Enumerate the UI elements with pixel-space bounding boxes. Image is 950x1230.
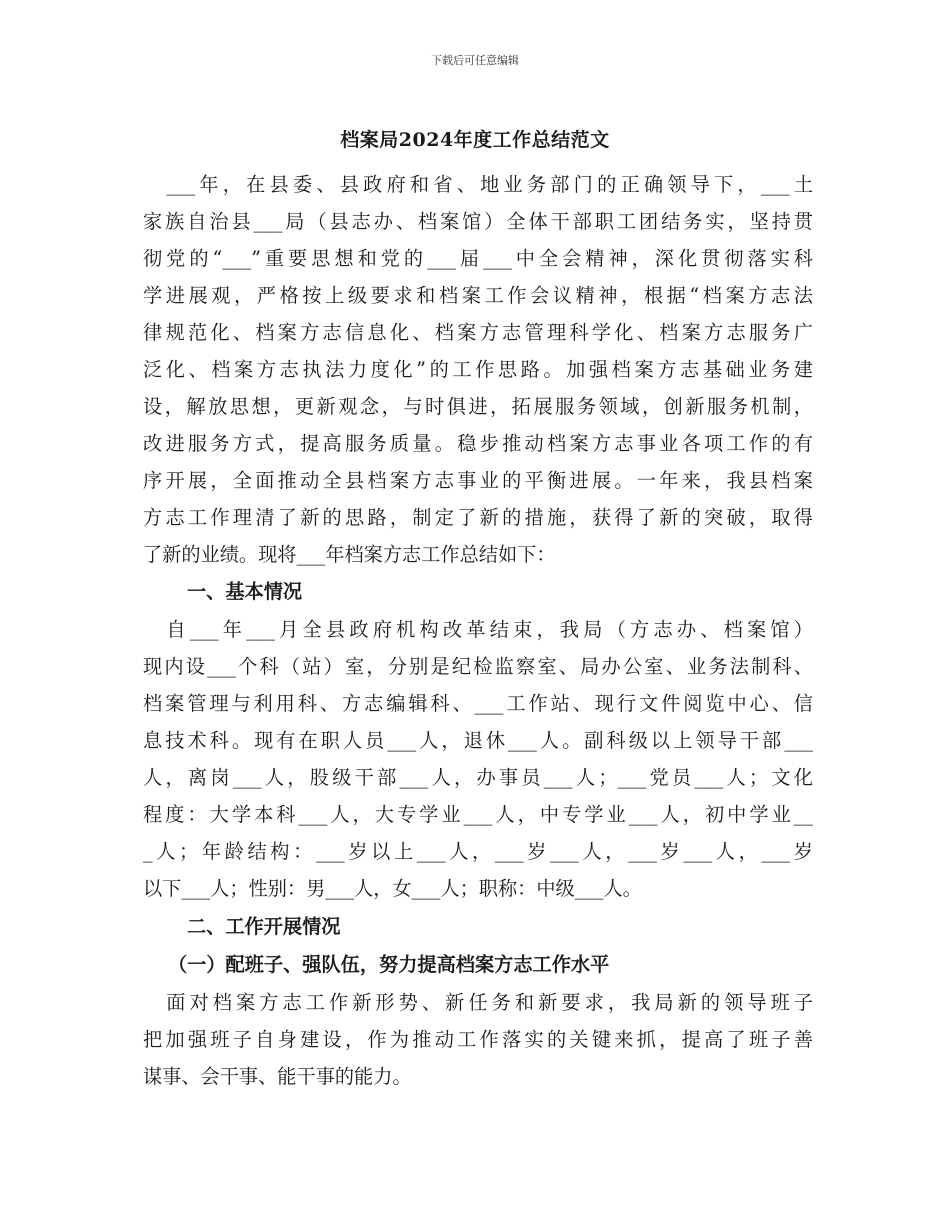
paragraph-line: 设，解放思想，更新观念，与时俱进，拓展服务领域，创新服务机制， — [143, 395, 813, 418]
paragraph-line: 把加强班子自身建设，作为推动工作落实的关键来抓，提高了班子善 — [143, 1028, 813, 1051]
paragraph-line: 泛化、档案方志执法力度化”的工作思路。加强档案方志基础业务建 — [143, 358, 813, 381]
paragraph-line: 改进服务方式，提高服务质量。稳步推动档案方志事业各项工作的有 — [143, 432, 813, 455]
paragraph-line: 息技术科。现有在职人员___人，退休___人。副科级以上领导干部___ — [143, 729, 813, 752]
subsection-heading: （一）配班子、强队伍，努力提高档案方志工作水平 — [168, 953, 610, 976]
paragraph-line: 自___年___月全县政府机构改革结束，我局（方志办、档案馆） — [143, 618, 813, 641]
document-title: 档案局2024年度工作总结范文 — [340, 129, 610, 151]
paragraph-line: _人；年龄结构：___岁以上___人，___岁___人，___岁___人，___岁 — [143, 840, 813, 863]
paragraph-line: 序开展，全面推动全县档案方志事业的平衡进展。一年来，我县档案 — [143, 469, 813, 492]
paragraph-line: 面对档案方志工作新形势、新任务和新要求，我局新的领导班子 — [143, 991, 813, 1014]
section-heading-work-progress: 二、工作开展情况 — [187, 915, 341, 938]
paragraph-line: 律规范化、档案方志信息化、档案方志管理科学化、档案方志服务广 — [143, 321, 813, 344]
page-header-note: 下载后可任意编辑 — [431, 54, 519, 67]
paragraph-line: 程度：大学本科___人，大专学业___人，中专学业___人，初中学业__ — [143, 803, 813, 826]
paragraph-line: 家族自治县___局（县志办、档案馆）全体干部职工团结务实，坚持贯 — [143, 210, 813, 233]
section-heading-basic-info: 一、基本情况 — [187, 580, 303, 603]
paragraph-line: 现内设___个科（站）室，分别是纪检监察室、局办公室、业务法制科、 — [143, 655, 813, 678]
paragraph-line: 谋事、会干事、能干事的能力。 — [143, 1065, 412, 1088]
paragraph-line: 档案管理与利用科、方志编辑科、___工作站、现行文件阅览中心、信 — [143, 692, 813, 715]
paragraph-line: ___年，在县委、县政府和省、地业务部门的正确领导下，___土 — [143, 173, 813, 196]
paragraph-line: 彻党的“___”重要思想和党的___届___中全会精神，深化贯彻落实科 — [143, 247, 813, 270]
paragraph-line: 人，离岗___人，股级干部___人，办事员___人；___党员___人；文化 — [143, 766, 813, 789]
paragraph-line: 方志工作理清了新的思路，制定了新的措施，获得了新的突破，取得 — [143, 506, 813, 529]
paragraph-line: 了新的业绩。现将___年档案方志工作总结如下： — [143, 543, 556, 566]
paragraph-line: 以下___人；性别：男___人，女___人；职称：中级___人。 — [143, 877, 642, 900]
paragraph-line: 学进展观，严格按上级要求和档案工作会议精神，根据“档案方志法 — [143, 284, 813, 307]
